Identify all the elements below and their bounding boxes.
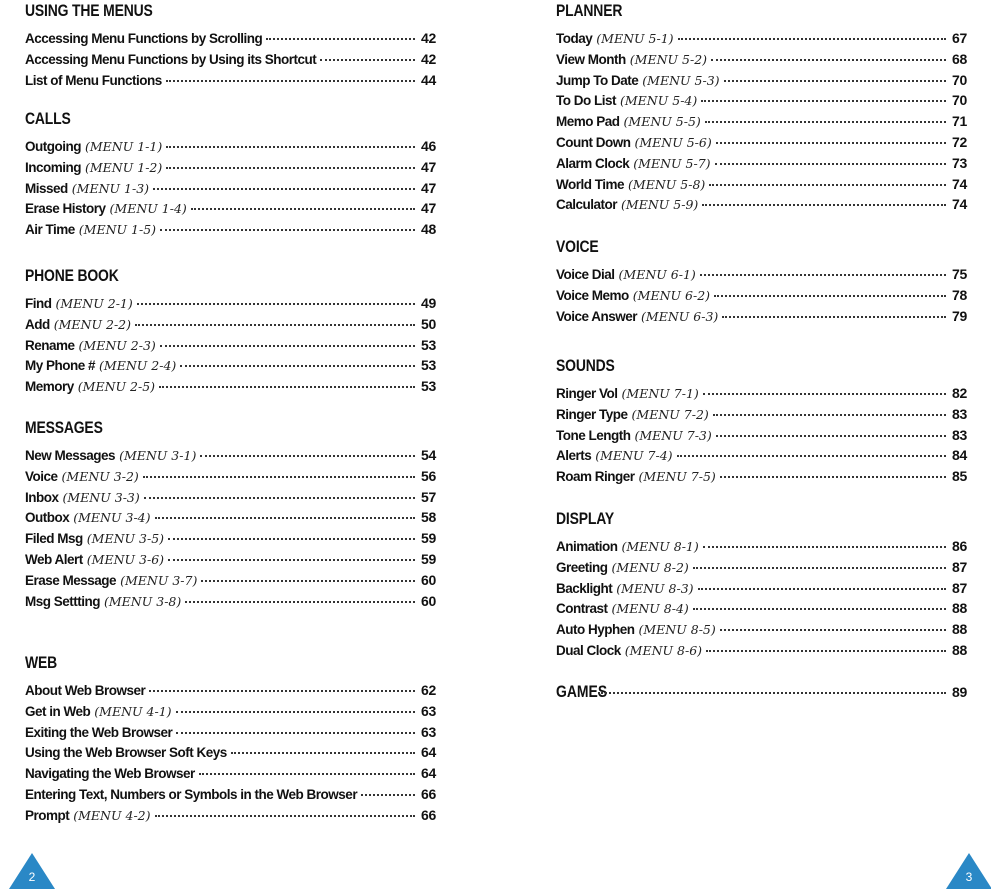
dot-leader bbox=[693, 608, 946, 610]
toc-entry-page-number: 56 bbox=[421, 467, 436, 484]
toc-entry-page-number: 66 bbox=[421, 806, 436, 823]
toc-entry-title: Erase History bbox=[25, 201, 106, 217]
toc-entry-list bbox=[25, 136, 436, 240]
toc-entry[interactable] bbox=[25, 70, 436, 91]
toc-entry-menu-code: (MENU 3-3) bbox=[62, 489, 140, 505]
section-heading: PLANNER bbox=[556, 1, 623, 20]
dot-leader bbox=[678, 38, 946, 40]
dot-leader bbox=[705, 121, 946, 123]
toc-entry-list bbox=[25, 28, 436, 90]
dot-leader bbox=[168, 538, 415, 540]
toc-entry-list bbox=[556, 536, 967, 661]
toc-entry[interactable] bbox=[556, 619, 967, 640]
toc-entry-page-number: 53 bbox=[421, 378, 436, 395]
toc-entry-menu-code: (MENU 6-2) bbox=[632, 287, 711, 303]
toc-entry-list bbox=[556, 383, 967, 487]
toc-entry-title: Voice Memo bbox=[556, 287, 629, 303]
toc-entry-menu-code: (MENU 2-5) bbox=[77, 379, 156, 395]
toc-entry[interactable] bbox=[25, 507, 436, 528]
toc-entry[interactable] bbox=[556, 28, 967, 49]
toc-section-web bbox=[25, 652, 436, 826]
toc-entry-page-number: 62 bbox=[421, 682, 436, 698]
dot-leader bbox=[155, 815, 416, 817]
toc-entry[interactable] bbox=[556, 70, 967, 91]
toc-entry-title: New Messages bbox=[25, 448, 116, 463]
toc-entry-menu-code: (MENU 1-4) bbox=[109, 201, 187, 217]
toc-entry[interactable] bbox=[556, 132, 967, 153]
dot-leader bbox=[153, 188, 415, 190]
toc-entry[interactable] bbox=[556, 640, 967, 661]
toc-entry-menu-code: (MENU 8-2) bbox=[611, 559, 689, 575]
toc-entry-title: Dual Clock bbox=[556, 642, 621, 658]
toc-entry-title: Missed bbox=[25, 180, 68, 196]
toc-entry-title: Calculator bbox=[556, 197, 618, 213]
dot-leader bbox=[266, 38, 415, 40]
toc-entry-menu-code: (MENU 5-2) bbox=[629, 51, 708, 67]
toc-entry-page-number: 78 bbox=[952, 286, 967, 303]
toc-section-calls bbox=[25, 108, 436, 240]
dot-leader bbox=[716, 142, 946, 144]
toc-entry-menu-code: (MENU 5-9) bbox=[621, 197, 699, 213]
toc-entry-page-number: 57 bbox=[421, 488, 436, 505]
toc-entry-title: Prompt bbox=[25, 807, 70, 823]
dot-leader bbox=[160, 345, 415, 347]
dot-leader bbox=[168, 559, 415, 561]
toc-entry-title: Voice Answer bbox=[556, 308, 638, 324]
dot-leader bbox=[724, 80, 946, 82]
section-heading: SOUNDS bbox=[556, 356, 615, 375]
toc-entry[interactable] bbox=[25, 701, 436, 722]
dot-leader bbox=[231, 752, 415, 754]
section-heading: GAMES bbox=[556, 682, 608, 701]
section-heading: PHONE BOOK bbox=[25, 266, 119, 285]
toc-entry-menu-code: (MENU 7-2) bbox=[631, 406, 709, 422]
toc-entry-menu-code: (MENU 3-1) bbox=[119, 448, 197, 463]
toc-entry-page-number: 42 bbox=[421, 30, 436, 46]
toc-entry-menu-code: (MENU 2-1) bbox=[55, 296, 133, 311]
toc-entry-title: World Time bbox=[556, 176, 625, 192]
toc-entry-title: Alarm Clock bbox=[556, 155, 630, 171]
toc-entry-page-number: 66 bbox=[421, 785, 436, 802]
toc-entry-menu-code: (MENU 1-1) bbox=[84, 139, 163, 154]
toc-section-using-the-menus bbox=[25, 0, 436, 90]
toc-entry-page-number: 53 bbox=[421, 336, 436, 353]
toc-entry-title: Outbox bbox=[25, 510, 70, 526]
toc-entry-menu-code: (MENU 4-2) bbox=[73, 807, 151, 823]
toc-entry[interactable] bbox=[25, 198, 436, 219]
toc-entry-title: Accessing Menu Functions by Scrolling bbox=[25, 31, 263, 46]
toc-entry-page-number: 68 bbox=[952, 50, 967, 67]
toc-entry[interactable] bbox=[556, 536, 967, 557]
dot-leader bbox=[703, 393, 946, 395]
toc-entry-page-number: 88 bbox=[952, 641, 967, 658]
toc-entry-title: Navigating the Web Browser bbox=[25, 766, 195, 782]
toc-section-messages bbox=[25, 417, 436, 611]
toc-entry-menu-code: (MENU 7-3) bbox=[634, 427, 712, 443]
dot-leader bbox=[155, 517, 416, 519]
toc-entry-menu-code: (MENU 4-1) bbox=[94, 703, 172, 719]
toc-entry-page-number: 54 bbox=[421, 447, 436, 463]
toc-entry-menu-code: (MENU 8-4) bbox=[611, 601, 689, 617]
toc-entry-title: Filed Msg bbox=[25, 531, 83, 547]
section-heading: WEB bbox=[25, 653, 58, 672]
dot-leader bbox=[200, 455, 415, 457]
toc-entry-page-number: 59 bbox=[421, 530, 436, 547]
section-heading: MESSAGES bbox=[25, 418, 103, 437]
toc-entry[interactable] bbox=[25, 445, 436, 466]
toc-entry-title: My Phone # bbox=[25, 358, 96, 374]
toc-entry-title: Get in Web bbox=[25, 703, 91, 719]
toc-entry-title: Roam Ringer bbox=[556, 469, 635, 485]
left-page-number: 2 bbox=[28, 870, 36, 884]
section-heading: VOICE bbox=[556, 237, 599, 256]
toc-entry-page-number: 47 bbox=[421, 158, 436, 175]
toc-entry-menu-code: (MENU 3-2) bbox=[61, 468, 139, 484]
right-page-number: 3 bbox=[965, 870, 973, 884]
toc-entry-page-number: 74 bbox=[952, 196, 967, 213]
toc-section-voice bbox=[556, 236, 967, 326]
dot-leader bbox=[677, 455, 946, 457]
toc-entry[interactable] bbox=[25, 178, 436, 199]
toc-entry-title: Msg Settting bbox=[25, 593, 100, 609]
toc-entry-title: List of Menu Functions bbox=[25, 72, 162, 88]
toc-entry-page-number: 47 bbox=[421, 179, 436, 196]
toc-entry-page-number: 64 bbox=[421, 744, 436, 761]
dot-leader bbox=[166, 80, 415, 82]
toc-entry-menu-code: (MENU 3-8) bbox=[104, 593, 182, 609]
toc-entry-title: Tone Length bbox=[556, 427, 631, 443]
dot-leader bbox=[361, 794, 415, 796]
toc-entry[interactable] bbox=[556, 598, 967, 619]
dot-leader bbox=[703, 546, 946, 548]
toc-entry[interactable] bbox=[25, 763, 436, 784]
toc-entry[interactable] bbox=[25, 49, 436, 70]
toc-entry-menu-code: (MENU 6-3) bbox=[641, 308, 719, 324]
toc-section-phone-book bbox=[25, 265, 436, 397]
toc-entry-page-number: 44 bbox=[421, 71, 436, 88]
toc-entry-title: Find bbox=[25, 296, 52, 311]
toc-entry-page-number: 46 bbox=[421, 138, 436, 154]
toc-entry[interactable] bbox=[556, 264, 967, 285]
toc-entry[interactable] bbox=[556, 90, 967, 111]
toc-entry-title: Add bbox=[25, 316, 50, 332]
toc-entry-page-number: 49 bbox=[421, 295, 436, 311]
toc-entry[interactable] bbox=[25, 157, 436, 178]
dot-leader bbox=[176, 732, 415, 734]
toc-entry-page-number: 60 bbox=[421, 592, 436, 609]
toc-entry-page-number: 63 bbox=[421, 723, 436, 740]
section-heading: USING THE MENUS bbox=[25, 1, 153, 20]
toc-entry-page-number: 83 bbox=[952, 405, 967, 422]
toc-entry-title: Air Time bbox=[25, 222, 75, 238]
dot-leader bbox=[191, 208, 415, 210]
toc-entry-page-number: 88 bbox=[952, 600, 967, 617]
toc-entry-menu-code: (MENU 3-6) bbox=[86, 551, 165, 567]
toc-entry-title: Ringer Vol bbox=[556, 386, 618, 401]
toc-entry[interactable] bbox=[25, 742, 436, 763]
dot-leader bbox=[185, 601, 415, 603]
toc-entry-menu-code: (MENU 2-4) bbox=[99, 358, 177, 374]
dot-leader bbox=[143, 476, 415, 478]
toc-entry-menu-code: (MENU 7-1) bbox=[621, 386, 699, 401]
toc-entry-title: Alerts bbox=[556, 448, 592, 464]
toc-entry[interactable] bbox=[556, 383, 967, 404]
toc-entry-title: Outgoing bbox=[25, 139, 81, 154]
toc-entry[interactable] bbox=[556, 49, 967, 70]
toc-section-planner bbox=[556, 0, 967, 215]
dot-leader bbox=[166, 167, 415, 169]
toc-entry-title: Entering Text, Numbers or Symbols in the Web Browser bbox=[25, 786, 358, 802]
toc-entry-page-number: 70 bbox=[952, 92, 967, 109]
toc-entry-page-number: 85 bbox=[952, 468, 967, 485]
toc-entry-list bbox=[556, 264, 967, 326]
toc-entry[interactable] bbox=[556, 174, 967, 195]
toc-entry-title: Backlight bbox=[556, 580, 613, 596]
toc-entry[interactable] bbox=[556, 557, 967, 578]
toc-entry-list bbox=[556, 28, 967, 215]
toc-entry-title: Contrast bbox=[556, 601, 608, 617]
toc-entry-menu-code: (MENU 1-5) bbox=[78, 222, 157, 238]
toc-entry-list bbox=[25, 445, 436, 611]
toc-entry-menu-code: (MENU 8-1) bbox=[621, 539, 699, 554]
toc-entry-menu-code: (MENU 3-7) bbox=[120, 572, 198, 588]
toc-entry-list bbox=[25, 680, 436, 826]
dot-leader bbox=[701, 100, 946, 102]
dot-leader bbox=[693, 567, 946, 569]
toc-entry-title: Count Down bbox=[556, 134, 631, 150]
toc-entry-title: Incoming bbox=[25, 159, 81, 175]
toc-entry[interactable] bbox=[556, 425, 967, 446]
toc-entry[interactable] bbox=[25, 376, 436, 397]
toc-entry-menu-code: (MENU 7-5) bbox=[638, 469, 716, 485]
toc-entry-page-number: 88 bbox=[952, 621, 967, 638]
toc-entry-title: Animation bbox=[556, 539, 618, 554]
toc-entry-menu-code: (MENU 1-3) bbox=[71, 180, 150, 196]
dot-leader bbox=[166, 146, 415, 148]
toc-entry-menu-code: (MENU 5-4) bbox=[620, 93, 698, 109]
toc-entry[interactable] bbox=[25, 466, 436, 487]
toc-entry-page-number: 73 bbox=[952, 154, 967, 171]
toc-entry[interactable] bbox=[25, 722, 436, 743]
section-heading: DISPLAY bbox=[556, 509, 614, 528]
toc-entry-title: View Month bbox=[556, 51, 626, 67]
toc-entry[interactable] bbox=[556, 194, 967, 215]
toc-section-sounds bbox=[556, 355, 967, 487]
toc-entry-title: Ringer Type bbox=[556, 406, 628, 422]
toc-entry-page-number: 50 bbox=[421, 315, 436, 332]
dot-leader bbox=[713, 414, 946, 416]
dot-leader bbox=[720, 476, 946, 478]
toc-entry[interactable] bbox=[25, 784, 436, 805]
toc-entry-page-number: 79 bbox=[952, 307, 967, 324]
toc-entry-page-number: 72 bbox=[952, 133, 967, 150]
toc-entry[interactable] bbox=[556, 578, 967, 599]
toc-entry[interactable] bbox=[25, 355, 436, 376]
dot-leader bbox=[722, 316, 946, 318]
dot-leader bbox=[201, 580, 415, 582]
dot-leader bbox=[700, 274, 946, 276]
dot-leader bbox=[320, 59, 415, 61]
toc-entry-page-number: 83 bbox=[952, 426, 967, 443]
toc-entry-page-number: 87 bbox=[952, 579, 967, 596]
toc-entry[interactable] bbox=[556, 153, 967, 174]
toc-entry-list bbox=[25, 293, 436, 397]
toc-entry-title: Memory bbox=[25, 379, 74, 395]
toc-entry[interactable] bbox=[556, 306, 967, 327]
toc-entry-page-number: 42 bbox=[421, 50, 436, 67]
toc-entry-page-number: 48 bbox=[421, 221, 436, 238]
dot-leader bbox=[706, 650, 946, 652]
toc-entry[interactable] bbox=[25, 680, 436, 701]
toc-entry-title: About Web Browser bbox=[25, 683, 146, 698]
toc-entry[interactable] bbox=[25, 28, 436, 49]
dot-leader bbox=[711, 59, 946, 61]
toc-entry-menu-code: (MENU 7-4) bbox=[595, 448, 673, 464]
toc-entry-menu-code: (MENU 5-6) bbox=[634, 134, 712, 150]
toc-entry-menu-code: (MENU 2-3) bbox=[78, 337, 156, 353]
toc-entry-page-number: 89 bbox=[952, 684, 967, 700]
dot-leader bbox=[702, 204, 946, 206]
toc-entry-menu-code: (MENU 5-5) bbox=[623, 114, 701, 130]
toc-entry-page-number: 67 bbox=[952, 30, 967, 46]
toc-entry-page-number: 87 bbox=[952, 558, 967, 575]
toc-entry-menu-code: (MENU 8-3) bbox=[616, 580, 694, 596]
toc-entry-page-number: 64 bbox=[421, 765, 436, 782]
toc-entry-menu-code: (MENU 3-4) bbox=[73, 510, 151, 526]
toc-section-display bbox=[556, 508, 967, 661]
toc-entry[interactable] bbox=[25, 549, 436, 570]
toc-entry-title: Web Alert bbox=[25, 551, 83, 567]
toc-entry-title: Inbox bbox=[25, 489, 59, 505]
toc-entry-menu-code: (MENU 5-8) bbox=[628, 176, 706, 192]
dot-leader bbox=[714, 295, 946, 297]
toc-entry-page-number: 82 bbox=[952, 385, 967, 401]
toc-entry-page-number: 86 bbox=[952, 538, 967, 554]
dot-leader bbox=[709, 184, 946, 186]
toc-entry-menu-code: (MENU 8-5) bbox=[638, 622, 716, 638]
toc-entry-menu-code: (MENU 6-1) bbox=[618, 267, 696, 282]
toc-entry-page-number: 71 bbox=[952, 113, 967, 130]
toc-entry[interactable] bbox=[25, 136, 436, 157]
toc-entry[interactable] bbox=[556, 285, 967, 306]
toc-entry-title: Rename bbox=[25, 337, 75, 353]
toc-entry-page-number: 74 bbox=[952, 175, 967, 192]
toc-entry-title: Accessing Menu Functions by Using its Shortcut bbox=[25, 51, 317, 67]
toc-entry-title: Exiting the Web Browser bbox=[25, 724, 173, 740]
toc-entry-menu-code: (MENU 2-2) bbox=[53, 316, 132, 332]
toc-entry[interactable] bbox=[25, 335, 436, 356]
toc-entry[interactable] bbox=[25, 219, 436, 240]
toc-entry-menu-code: (MENU 1-2) bbox=[85, 159, 163, 175]
dot-leader bbox=[598, 692, 946, 694]
toc-entry-title: Greeting bbox=[556, 559, 608, 575]
dot-leader bbox=[199, 773, 415, 775]
toc-entry-page-number: 60 bbox=[421, 571, 436, 588]
dot-leader bbox=[160, 229, 415, 231]
dot-leader bbox=[149, 690, 415, 692]
toc-entry[interactable] bbox=[25, 591, 436, 612]
toc-entry-page-number: 47 bbox=[421, 200, 436, 217]
toc-entry[interactable] bbox=[556, 111, 967, 132]
toc-entry[interactable] bbox=[556, 404, 967, 425]
dot-leader bbox=[159, 386, 415, 388]
toc-entry[interactable] bbox=[25, 487, 436, 508]
toc-entry[interactable] bbox=[25, 805, 436, 826]
toc-entry-menu-code: (MENU 5-3) bbox=[642, 72, 720, 88]
toc-entry-title: To Do List bbox=[556, 93, 616, 109]
toc-entry-page-number: 70 bbox=[952, 71, 967, 88]
toc-entry-page-number: 84 bbox=[952, 447, 967, 464]
toc-entry[interactable] bbox=[25, 528, 436, 549]
dot-leader bbox=[137, 303, 415, 305]
dot-leader bbox=[180, 365, 415, 367]
section-heading: CALLS bbox=[25, 109, 71, 128]
toc-entry-page-number: 59 bbox=[421, 550, 436, 567]
toc-entry-title: Jump To Date bbox=[556, 72, 639, 88]
toc-entry[interactable] bbox=[556, 466, 967, 487]
dot-leader bbox=[715, 163, 946, 165]
toc-entry[interactable] bbox=[25, 570, 436, 591]
toc-entry-menu-code: (MENU 8-6) bbox=[624, 642, 703, 658]
toc-entry-title: Voice Dial bbox=[556, 267, 615, 282]
toc-entry-title: Memo Pad bbox=[556, 114, 620, 130]
toc-entry-title: Erase Message bbox=[25, 572, 117, 588]
toc-entry-menu-code: (MENU 5-1) bbox=[596, 31, 674, 46]
toc-entry-title: Using the Web Browser Soft Keys bbox=[25, 745, 227, 761]
dot-leader bbox=[716, 435, 946, 437]
toc-section-games[interactable] bbox=[556, 681, 967, 703]
toc-entry-page-number: 63 bbox=[421, 702, 436, 719]
dot-leader bbox=[144, 497, 415, 499]
dot-leader bbox=[698, 588, 946, 590]
toc-entry-title: Auto Hyphen bbox=[556, 622, 635, 638]
toc-entry-menu-code: (MENU 5-7) bbox=[633, 155, 711, 171]
toc-entry-title: Voice bbox=[25, 468, 58, 484]
toc-entry[interactable] bbox=[25, 293, 436, 314]
toc-entry-page-number: 58 bbox=[421, 509, 436, 526]
toc-entry-menu-code: (MENU 3-5) bbox=[86, 531, 165, 547]
toc-entry[interactable] bbox=[556, 445, 967, 466]
dot-leader bbox=[720, 629, 946, 631]
toc-entry-page-number: 75 bbox=[952, 266, 967, 282]
dot-leader bbox=[135, 324, 415, 326]
toc-entry[interactable] bbox=[25, 314, 436, 335]
dot-leader bbox=[176, 711, 415, 713]
toc-entry-page-number: 53 bbox=[421, 357, 436, 374]
toc-entry-title: Today bbox=[556, 31, 593, 46]
